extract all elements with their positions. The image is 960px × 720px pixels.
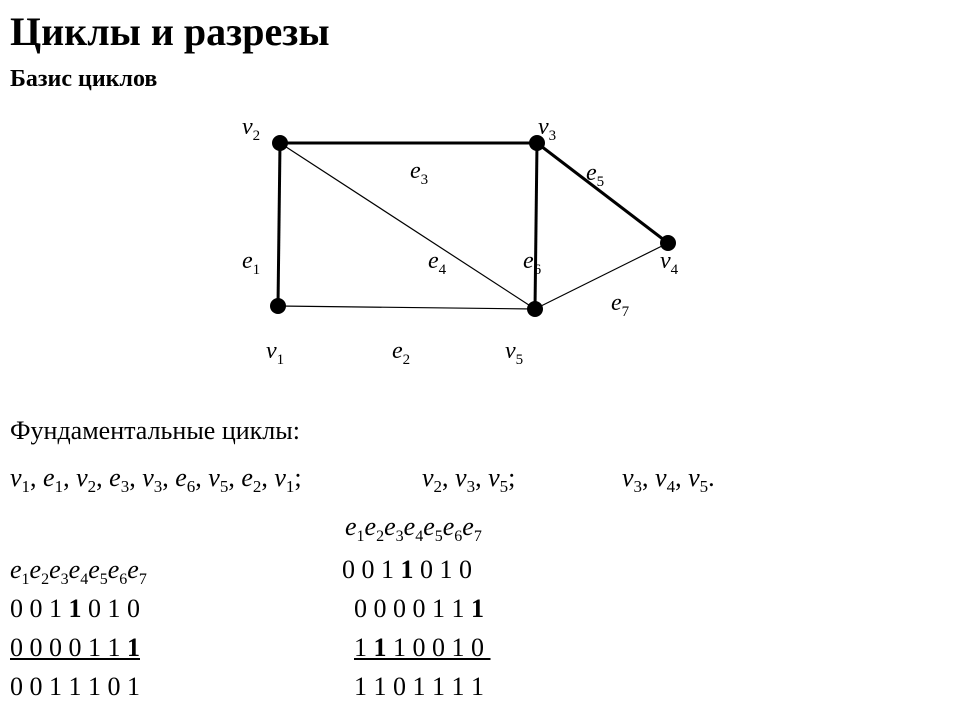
right-row-4: 1 1 0 1 1 1 1	[354, 672, 484, 701]
edge-label-e1: $e_1$	[242, 248, 261, 278]
edge-label-e4: $e_4$	[428, 248, 447, 278]
right-row-1: 0 0 1 1 0 1 0	[342, 555, 472, 584]
vertex-label-v2: $v_2$	[242, 114, 261, 144]
edge-label-e2: $e_2$	[392, 338, 411, 368]
edge-e7	[535, 243, 668, 309]
edge-header-right: $e_1e_2e_3e_4e_5e_6e_7$	[345, 512, 482, 546]
vertex-v5	[527, 301, 543, 317]
left-row-1: $e_1e_2e_3e_4e_5e_6e_7$	[10, 555, 147, 589]
edge-label-e6: $e_6$	[523, 248, 542, 278]
left-row-4: 0 0 1 1 1 0 1	[10, 672, 140, 701]
page-subtitle: Базис циклов	[10, 66, 158, 92]
vertex-v2	[272, 135, 288, 151]
edge-e5	[537, 143, 668, 243]
cycle-2: $v_2$, $v_3$, $v_5$;	[422, 463, 516, 497]
vertex-label-v4: $v_4$	[660, 248, 679, 278]
page-title: Циклы и разрезы	[10, 9, 330, 54]
edge-e1	[278, 143, 280, 306]
edge-e6	[535, 143, 537, 309]
cycle-3: $v_3$, $v_4$, $v_5$.	[622, 463, 715, 497]
vertex-v1	[270, 298, 286, 314]
edge-e2	[278, 306, 535, 309]
edge-label-e3: $e_3$	[410, 158, 429, 188]
vertex-label-v5: $v_5$	[505, 338, 524, 368]
edge-label-e5: $e_5$	[586, 160, 605, 190]
vertex-label-v1: $v_1$	[266, 338, 285, 368]
right-row-2: 0 0 0 0 1 1 1	[354, 594, 484, 623]
cycle-1: $v_1$, $e_1$, $v_2$, $e_3$, $v_3$, $e_6$, $v_5$, $e_2$, $v_1$;	[10, 463, 302, 497]
edge-e4	[280, 143, 535, 309]
left-row-3: 0 0 0 0 1 1 1	[10, 633, 140, 662]
vertex-label-v3: $v_3$	[538, 114, 557, 144]
fundamental-cycles-heading: Фундаментальные циклы:	[10, 416, 300, 445]
edge-label-e7: $e_7$	[611, 290, 630, 320]
left-row-2: 0 0 1 1 0 1 0	[10, 594, 140, 623]
right-row-3: 1 1 1 0 0 1 0	[354, 633, 484, 662]
